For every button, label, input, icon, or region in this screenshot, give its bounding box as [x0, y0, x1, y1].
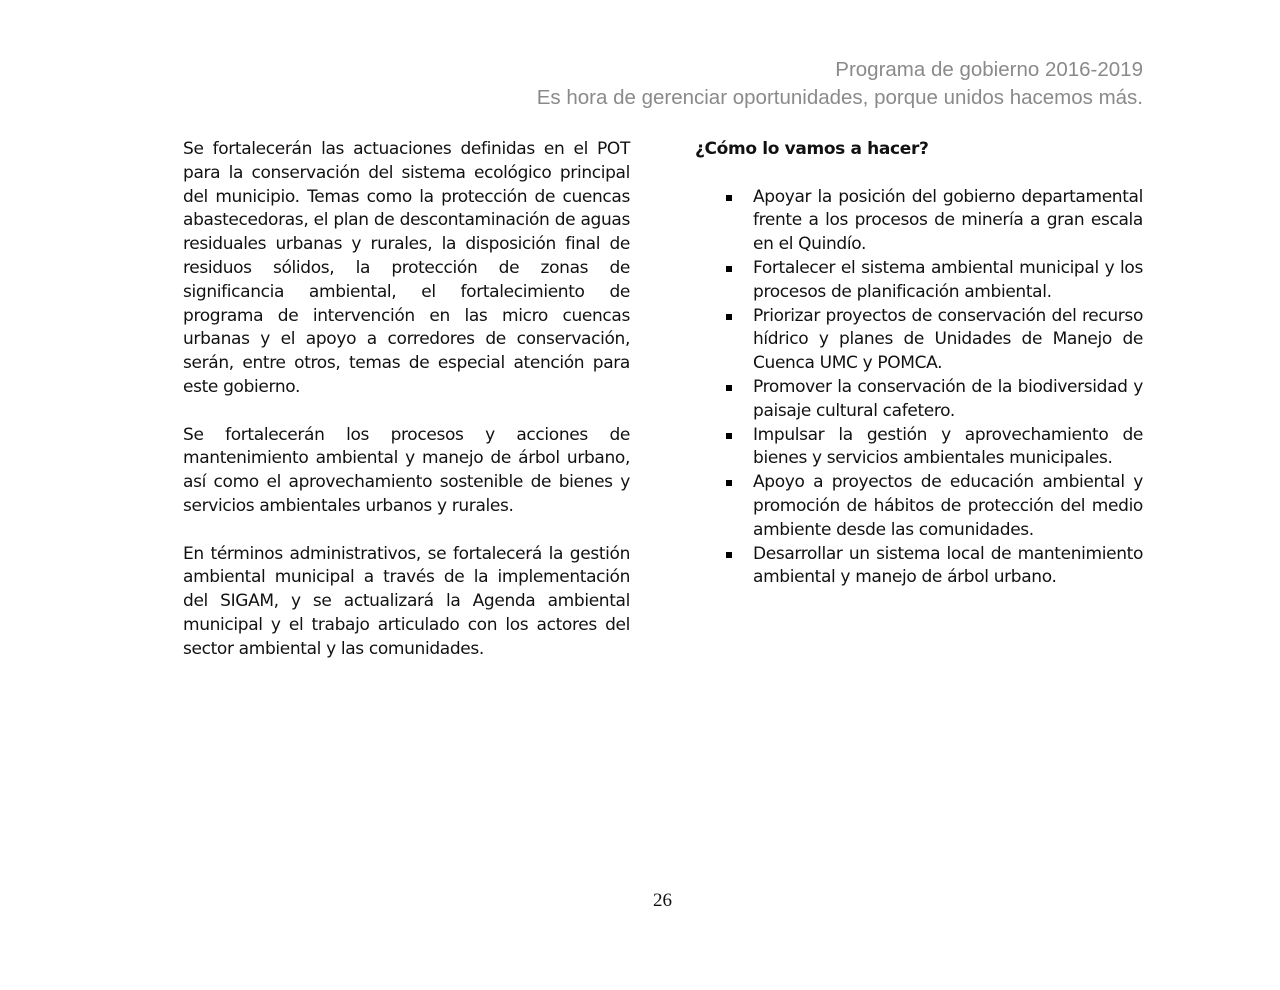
square-bullet-icon [726, 385, 732, 391]
list-item [695, 543, 1143, 591]
list-item [695, 257, 1143, 305]
list-item-text: Fortalecer el sistema ambiental municipal y los procesos de planificación ambiental. [753, 257, 1143, 302]
page-number: 26 [653, 890, 672, 911]
list-item-text: Priorizar proyectos de conservación del recurso hídrico y planes de Unidades de Manejo de Cuenca UMC y POMCA. [753, 305, 1143, 374]
square-bullet-icon [726, 552, 732, 558]
section-heading: ¿Cómo lo vamos a hacer? [695, 139, 929, 159]
list-item [695, 471, 1143, 542]
square-bullet-icon [726, 314, 732, 320]
document-title: Programa de gobierno 2016-2019 [835, 58, 1143, 81]
list-item [695, 424, 1143, 472]
action-list [695, 186, 1143, 591]
list-item-text: Promover la conservación de la biodiversidad y paisaje cultural cafetero. [753, 376, 1143, 421]
paragraph-administrative: En términos administrativos, se fortalecerá la gestión ambiental municipal a través de la implementación del SIGAM, y se actualizará la Agenda ambiental municipal y el trabajo articulado con los actores del sector ambiental y las comunidades. [183, 543, 630, 659]
list-item-text: Impulsar la gestión y aprovechamiento de bienes y servicios ambientales municipales. [753, 424, 1143, 469]
list-item-text: Apoyo a proyectos de educación ambiental y promoción de hábitos de protección del medio ambiente desde las comunidades. [753, 472, 1143, 540]
list-item [695, 305, 1143, 376]
square-bullet-icon [726, 195, 732, 201]
list-item [695, 376, 1143, 424]
list-item [695, 186, 1143, 257]
document-subtitle: Es hora de gerenciar oportunidades, porque unidos hacemos más. [536, 86, 1143, 109]
right-column [695, 138, 1143, 590]
list-item-text: Desarrollar un sistema local de mantenimiento ambiental y manejo de árbol urbano. [753, 543, 1143, 588]
list-item-text: Apoyar la posición del gobierno departamental frente a los procesos de minería a gran escala en el Quindío. [753, 186, 1143, 255]
square-bullet-icon [726, 433, 732, 439]
square-bullet-icon [726, 266, 732, 272]
paragraph-ecological-system: Se fortalecerán las actuaciones definidas en el POT para la conservación del sistema ecológico principal del municipio. Temas como la protección de cuencas abastecedoras, el plan de descontaminación de aguas residuales urbanas y rurales, la disposición final de residuos sólidos, la protección de zonas de significancia ambiental, el fortalecimiento de programa de intervención en las micro cuencas urbanas y el apoyo a corredores de conservación, serán, entre otros, temas de especial atención para este gobierno. [183, 139, 630, 397]
paragraph-maintenance: Se fortalecerán los procesos y acciones de mantenimiento ambiental y manejo de árbol urbano, así como el aprovechamiento sostenible de bienes y servicios ambientales urbanos y rurales. [183, 424, 630, 516]
left-column [183, 138, 630, 662]
square-bullet-icon [726, 480, 732, 486]
page-header [537, 56, 1143, 112]
